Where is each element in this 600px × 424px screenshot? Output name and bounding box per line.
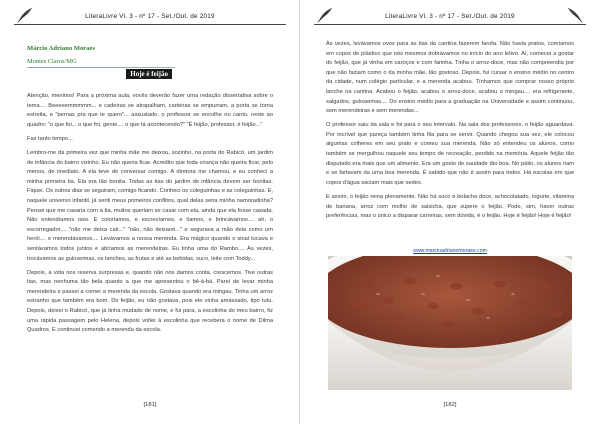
author-name: Márcio Adriano Moraes <box>27 45 96 52</box>
page-number: [181] <box>143 402 157 408</box>
paragraph: Atenção, meninos! Para a próxima aula, vocês deverão fazer uma redação dissertativa sobre o tema.... Beeeeemmmmm... e cadeiras se atrapalham, carteiras se empurram, a porta se torna estreita, e "pernas pra que te quero"... assustado, o professor se encolhe no canto, rente ao quadro: "o que foi... o que foi, gente.... o que tá acontecendo?" "É feijão, professor, é feijão..." <box>27 93 273 128</box>
author-place: Montes Claros/MG <box>27 58 77 65</box>
piece-title: Hoje é feijão <box>126 69 172 79</box>
header-title: LiteraLivre Vl. 3 - nº 17 - Set./Out. de 2019 <box>85 13 215 20</box>
header-title: LiteraLivre Vl. 3 - nº 17 - Set./Out. de 2019 <box>385 13 515 20</box>
paragraph: O professor saiu da sala e foi para o seu intervalo. Na sala dos professores, o feijão aguardava. Por incrível que pareça também tinha fila para se servir. Quando chegou sua vez, ele colocou algumas colheres em seu prato e comeu sua merenda. Não só entendeu os alunos, como também se mergulhou naquele seu tempo de recreação, perdido na memória. Aquele feijão tão disputado era mais que um alimento. Era um gosto de saudade tão boa. No pátio, os alunos riam e se fartavam da uma boa merenda. É sabido que não é assim para todos. Há escolas em que copos d'água saciam mais que sedes. <box>326 122 574 186</box>
paragraph: E assim, o feijão reina plenamente. Não há suco e bolacha doce, achocolatado, iogurte, vitamina de banana, arroz com molho de salsicha, que supere o feijão. Pode, sim, haver outras preferências, mas o único a disparar carreiras, sem dúvida, é o feijão. Hoje é feijão! Hoje é feijão! <box>326 193 574 220</box>
quill-icon <box>566 6 584 24</box>
header-rule <box>314 24 586 25</box>
page-header <box>0 4 300 26</box>
right-page <box>300 0 600 424</box>
paragraph: Às vezes, levávamos ovos para as tias da cantina fazerem farofa. Não havia pratos, comíamos em copos de plástico que nós mesmos dobrávamos no início do ano letivo. Aí, comecei a gostar do feijão, que já vinha em caroços e com farinha. Tinha o arroz-doce, mas não compreendia por que não faziam como o da minha mãe, tão gostoso. Depois, fui cursar o ensino médio no centro da cidade, num colégio particular, e a merenda acabou. Tínhamos que comprar nosso próprio lanche na cantina. Acabou o feijão, acabou o arroz-doce, acabou o mingau.... era refrigerante, salgados, guloseimas.... Do ensino médio para a graduação na Universidade e assim continuou, sem merendeiras e sem merendas... <box>326 41 574 115</box>
page-number: [182] <box>443 402 457 408</box>
paragraph: Depois, a vida nos reserva surpresas e, quando não nos damos conta, crescemos. Tive outras tias, mas nenhuma tão bela quanto a que me apresentou o bê-á-bá. Parei de levar minha merendeira e passei a comer a merenda da escola. Gostava quando era mingau. Tinha um arroz estranho que também era bom. Do feijão, eu não gostava, pois ele vinha amassado, tipo tutu. Depois, deixei o Rabicó, que já tinha mudado de nome, e fui para, a escolinha do meu bairro, fiz uma rápida passagem pelo Helena, depois voltei à escolinha que recebera o nome de Dilma Quadros. E continuei comendo a merenda da escola. <box>27 269 273 334</box>
divider <box>27 67 175 68</box>
left-body-text <box>27 92 273 340</box>
bean-bowl-photo <box>328 256 572 390</box>
right-body-text <box>326 40 574 226</box>
page-header <box>300 4 600 26</box>
website-link[interactable]: www.marcioadrianomoraes.com <box>413 248 487 254</box>
paragraph: Lembro-me da primeira vez que minha mãe me deixou, sozinho, na porta do Rabicó, um jardim de infância do bairro vizinho. Eu não queria ficar. Acredito que toda criança não queira ficar, pelo menos, de imediato. A ela teve de conversar comigo. A diretora me chamou, e eu conheci a minha primeira tia. Ela era tão bonita. Todas as tias do jardim de infância devem ser bonitas. Fiquei. Os outros dias se seguiram, comigo ficando. Conheci os coleguinhas e as coleguinhas. E, naquele universo infantil, já senti meus primeiros conflitos, qual delas seria minha namoradinha? Pensei que me casaria com a tia, muitos queriam se casar com ela, ainda que ela fosse casada. Não entendíamos isso. E coloríamos, e escrevíamos, e líamos, e brincávamos.... ah, o escorregador.... "não me deixa cair..." "não, não deixarei..." e segurava a mão dela como um herói.... e merendávamos.... Levávamos a nossa merenda. Era mágico quando o sinal tocava e sentávamos todos juntos e abríamos as merendeiras. Eu tinha uma do Rambo.... Às vezes, trocávamos as guloseimas, os lanches, as frutas e até as bebidas, suco, leite com Toddy... <box>27 149 273 262</box>
paragraph: Faz tanto tempo... <box>27 135 73 142</box>
bean-bowl-illustration <box>328 256 572 390</box>
header-rule <box>14 24 286 25</box>
